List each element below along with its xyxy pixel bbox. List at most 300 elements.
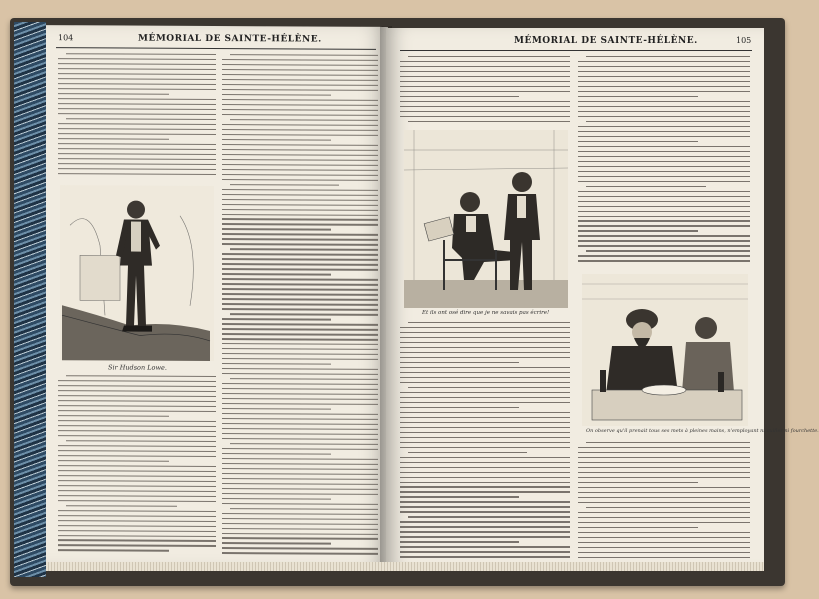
text-line bbox=[400, 501, 570, 502]
text-line bbox=[58, 485, 216, 487]
left-page bbox=[46, 25, 388, 567]
text-line bbox=[222, 303, 378, 305]
text-line bbox=[222, 547, 378, 549]
text-line bbox=[578, 255, 750, 256]
text-line bbox=[400, 116, 570, 117]
text-line bbox=[66, 53, 216, 55]
text-line bbox=[222, 523, 378, 525]
text-line bbox=[408, 452, 527, 453]
text-line bbox=[222, 209, 378, 211]
text-line bbox=[400, 462, 570, 463]
text-line bbox=[222, 488, 378, 490]
text-line bbox=[58, 108, 216, 110]
text-line bbox=[400, 372, 570, 373]
text-line bbox=[230, 313, 378, 315]
text-line bbox=[578, 472, 750, 473]
text-line bbox=[222, 273, 331, 275]
text-line bbox=[400, 442, 570, 443]
left-column-top-text bbox=[58, 53, 216, 178]
text-line bbox=[222, 318, 331, 320]
text-line bbox=[222, 139, 331, 141]
text-line bbox=[400, 551, 570, 552]
text-line bbox=[222, 169, 378, 171]
text-line bbox=[58, 510, 216, 512]
text-line bbox=[578, 201, 750, 202]
text-line bbox=[578, 206, 750, 207]
text-line bbox=[58, 550, 169, 552]
text-line bbox=[222, 129, 378, 131]
marbled-edge bbox=[14, 22, 46, 577]
text-line bbox=[400, 402, 570, 403]
text-line bbox=[586, 250, 750, 251]
text-line bbox=[578, 235, 750, 236]
text-line bbox=[578, 537, 750, 538]
text-line bbox=[66, 375, 216, 377]
text-line bbox=[578, 101, 750, 102]
text-line bbox=[578, 171, 750, 172]
text-line bbox=[400, 511, 570, 512]
left-head-rule bbox=[56, 47, 376, 50]
text-line bbox=[400, 367, 570, 368]
text-line bbox=[408, 121, 570, 122]
text-line bbox=[222, 468, 378, 470]
text-line bbox=[400, 546, 570, 547]
text-line bbox=[578, 156, 750, 157]
text-line bbox=[400, 506, 570, 507]
text-line bbox=[578, 211, 750, 212]
text-line bbox=[222, 228, 331, 230]
text-line bbox=[400, 91, 570, 92]
text-line bbox=[222, 159, 378, 161]
text-line bbox=[222, 223, 378, 225]
text-line bbox=[222, 358, 378, 360]
text-line bbox=[58, 520, 216, 522]
text-line bbox=[230, 119, 378, 121]
text-line bbox=[400, 521, 570, 522]
text-line bbox=[578, 161, 750, 162]
text-line bbox=[586, 442, 750, 443]
text-line bbox=[222, 89, 378, 91]
text-line bbox=[222, 348, 378, 350]
text-line bbox=[400, 496, 519, 497]
text-line bbox=[400, 337, 570, 338]
text-line bbox=[222, 542, 331, 544]
text-line bbox=[58, 450, 216, 452]
text-line bbox=[58, 93, 169, 95]
text-line bbox=[222, 498, 331, 500]
text-line bbox=[578, 487, 750, 488]
text-line bbox=[222, 59, 378, 61]
text-line bbox=[222, 293, 378, 295]
text-line bbox=[400, 556, 570, 557]
text-line bbox=[222, 463, 378, 465]
text-line bbox=[222, 518, 378, 520]
text-line bbox=[222, 164, 378, 166]
text-line bbox=[222, 408, 331, 410]
text-line bbox=[400, 482, 570, 483]
text-line bbox=[222, 263, 378, 265]
text-line bbox=[400, 377, 570, 378]
text-line bbox=[578, 240, 750, 241]
text-line bbox=[400, 96, 519, 97]
text-line bbox=[222, 428, 378, 430]
text-line bbox=[58, 88, 216, 90]
text-line bbox=[400, 472, 570, 473]
text-line bbox=[58, 500, 216, 502]
text-line bbox=[58, 385, 216, 387]
text-line bbox=[400, 71, 570, 72]
text-line bbox=[58, 415, 169, 417]
text-line bbox=[222, 243, 378, 245]
text-line bbox=[400, 342, 570, 343]
text-line bbox=[222, 343, 378, 345]
text-line bbox=[578, 492, 750, 493]
text-line bbox=[222, 233, 378, 235]
right-page bbox=[386, 28, 819, 570]
reading-scene-engraving bbox=[404, 130, 568, 308]
text-line bbox=[222, 179, 378, 181]
text-line bbox=[578, 181, 750, 182]
text-line bbox=[222, 84, 378, 86]
text-line bbox=[58, 78, 216, 80]
text-line bbox=[58, 460, 169, 462]
text-line bbox=[400, 362, 519, 363]
text-line bbox=[400, 106, 570, 107]
text-line bbox=[578, 260, 750, 261]
text-line bbox=[578, 230, 698, 231]
text-line bbox=[222, 528, 378, 530]
text-line bbox=[222, 124, 378, 126]
text-line bbox=[400, 486, 570, 487]
text-line bbox=[58, 390, 216, 392]
text-line bbox=[400, 457, 570, 458]
text-line bbox=[578, 151, 750, 152]
text-line bbox=[222, 363, 331, 365]
text-line bbox=[222, 458, 378, 460]
text-line bbox=[222, 149, 378, 151]
text-line bbox=[222, 199, 378, 201]
text-line bbox=[58, 525, 216, 527]
text-line bbox=[222, 353, 378, 355]
text-line bbox=[58, 435, 216, 437]
text-line bbox=[58, 530, 216, 532]
text-line bbox=[58, 173, 216, 175]
text-line bbox=[408, 387, 570, 388]
text-line bbox=[58, 445, 216, 447]
text-line bbox=[230, 508, 378, 510]
text-line bbox=[400, 327, 570, 328]
text-line bbox=[578, 81, 750, 82]
text-line bbox=[58, 148, 216, 150]
text-line bbox=[222, 473, 378, 475]
text-line bbox=[586, 121, 750, 122]
text-line bbox=[58, 63, 216, 65]
text-line bbox=[58, 480, 216, 482]
text-line bbox=[400, 491, 570, 492]
text-line bbox=[408, 322, 570, 323]
right-column-right-bottom-text bbox=[578, 442, 750, 562]
text-line bbox=[222, 64, 378, 66]
text-line bbox=[222, 413, 378, 415]
text-line bbox=[578, 131, 750, 132]
text-line bbox=[66, 118, 216, 120]
left-column-bottom-text bbox=[58, 375, 216, 555]
text-line bbox=[400, 397, 570, 398]
text-line bbox=[578, 116, 750, 117]
text-line bbox=[222, 268, 378, 270]
text-line bbox=[400, 86, 570, 87]
text-line bbox=[222, 288, 378, 290]
reading-scene-caption: Et ils ont osé dire que je ne savais pas écrire! bbox=[422, 310, 550, 316]
text-line bbox=[222, 448, 378, 450]
text-line bbox=[222, 478, 378, 480]
text-line bbox=[578, 76, 750, 77]
text-line bbox=[578, 91, 750, 92]
text-line bbox=[400, 61, 570, 62]
text-line bbox=[58, 133, 216, 135]
text-line bbox=[58, 535, 216, 537]
text-line bbox=[222, 253, 378, 255]
text-line bbox=[230, 443, 378, 445]
text-line bbox=[222, 398, 378, 400]
text-line bbox=[222, 388, 378, 390]
left-running-head: MÉMORIAL DE SAINTE-HÉLÈNE. bbox=[138, 33, 322, 45]
text-line bbox=[400, 352, 570, 353]
dining-scene-caption: On observe qu'il prenait tous ses mets à pleines mains, n'employant ni cuiller ni fourchette. bbox=[586, 428, 819, 434]
text-line bbox=[400, 412, 570, 413]
text-line bbox=[578, 497, 750, 498]
text-line bbox=[222, 79, 378, 81]
text-line bbox=[578, 517, 750, 518]
text-line bbox=[400, 541, 519, 542]
text-line bbox=[58, 495, 216, 497]
text-line bbox=[222, 283, 378, 285]
text-line bbox=[58, 163, 216, 165]
text-line bbox=[578, 196, 750, 197]
text-line bbox=[58, 73, 216, 75]
text-line bbox=[578, 245, 750, 246]
text-line bbox=[578, 71, 750, 72]
text-line bbox=[58, 103, 216, 105]
text-line bbox=[578, 146, 750, 147]
text-line bbox=[578, 141, 698, 142]
text-line bbox=[578, 542, 750, 543]
text-line bbox=[400, 536, 570, 537]
text-line bbox=[58, 540, 216, 542]
text-line bbox=[222, 109, 378, 111]
text-line bbox=[222, 174, 378, 176]
text-line bbox=[222, 114, 378, 116]
text-line bbox=[578, 176, 750, 177]
text-line bbox=[400, 477, 570, 478]
text-line bbox=[400, 432, 570, 433]
text-line bbox=[58, 158, 216, 160]
text-line bbox=[578, 527, 698, 528]
text-line bbox=[400, 392, 570, 393]
text-line bbox=[222, 438, 378, 440]
text-line bbox=[578, 452, 750, 453]
text-line bbox=[58, 410, 216, 412]
text-line bbox=[222, 333, 378, 335]
text-line bbox=[408, 516, 570, 517]
text-line bbox=[222, 144, 378, 146]
text-line bbox=[222, 433, 378, 435]
portrait-caption: Sir Hudson Lowe. bbox=[108, 363, 167, 372]
text-line bbox=[58, 153, 216, 155]
text-line bbox=[578, 220, 750, 221]
text-line bbox=[58, 465, 216, 467]
text-line bbox=[58, 68, 216, 70]
text-line bbox=[222, 403, 378, 405]
text-line bbox=[400, 111, 570, 112]
text-line bbox=[400, 422, 570, 423]
right-running-head: MÉMORIAL DE SAINTE-HÉLÈNE. bbox=[514, 36, 698, 46]
text-line bbox=[58, 400, 216, 402]
right-page-number: 105 bbox=[736, 36, 752, 45]
text-line bbox=[578, 96, 698, 97]
text-line bbox=[222, 154, 378, 156]
text-line bbox=[400, 66, 570, 67]
text-line bbox=[578, 225, 750, 226]
text-line bbox=[230, 378, 378, 380]
portrait-engraving bbox=[60, 185, 214, 361]
text-line bbox=[222, 278, 378, 280]
text-line bbox=[578, 552, 750, 553]
text-line bbox=[58, 405, 216, 407]
right-column-right-top-text bbox=[578, 56, 750, 265]
text-line bbox=[578, 462, 750, 463]
text-line bbox=[222, 238, 378, 240]
text-line bbox=[58, 98, 216, 100]
text-line bbox=[578, 447, 750, 448]
page-edges bbox=[46, 562, 764, 571]
text-line bbox=[230, 54, 378, 56]
text-line bbox=[578, 547, 750, 548]
text-line bbox=[58, 58, 216, 60]
text-line bbox=[58, 430, 216, 432]
text-line bbox=[222, 383, 378, 385]
text-line bbox=[222, 104, 378, 106]
text-line bbox=[578, 477, 750, 478]
text-line bbox=[400, 357, 570, 358]
text-line bbox=[578, 216, 750, 217]
text-line bbox=[58, 395, 216, 397]
text-line bbox=[222, 368, 378, 370]
text-line bbox=[400, 437, 570, 438]
text-line bbox=[222, 323, 378, 325]
text-line bbox=[578, 502, 750, 503]
text-line bbox=[400, 467, 570, 468]
text-line bbox=[578, 522, 750, 523]
text-line bbox=[222, 194, 378, 196]
text-line bbox=[222, 134, 378, 136]
text-line bbox=[400, 407, 519, 408]
text-line bbox=[222, 94, 331, 96]
text-line bbox=[578, 457, 750, 458]
text-line bbox=[58, 128, 216, 130]
text-line bbox=[578, 191, 750, 192]
text-line bbox=[222, 328, 378, 330]
text-line bbox=[222, 308, 378, 310]
text-line bbox=[222, 418, 378, 420]
text-line bbox=[58, 143, 216, 145]
text-line bbox=[400, 447, 570, 448]
text-line bbox=[58, 475, 216, 477]
text-line bbox=[578, 106, 750, 107]
right-column-left-bottom-text bbox=[400, 322, 570, 561]
right-head-rule bbox=[400, 50, 752, 51]
text-line bbox=[400, 531, 570, 532]
text-line bbox=[58, 545, 216, 547]
text-line bbox=[400, 76, 570, 77]
text-line bbox=[586, 186, 706, 187]
text-line bbox=[58, 83, 216, 85]
right-column-left-top-text bbox=[400, 56, 570, 126]
text-line bbox=[230, 248, 378, 250]
text-line bbox=[578, 166, 750, 167]
text-line bbox=[222, 298, 378, 300]
text-line bbox=[400, 427, 570, 428]
text-line bbox=[58, 515, 216, 517]
dining-scene-engraving bbox=[582, 274, 748, 426]
text-line bbox=[58, 380, 216, 382]
text-line bbox=[66, 505, 177, 507]
text-line bbox=[58, 455, 216, 457]
text-line bbox=[222, 538, 378, 540]
text-line bbox=[578, 467, 750, 468]
text-line bbox=[222, 258, 378, 260]
text-line bbox=[222, 189, 378, 191]
left-column-right-text bbox=[222, 54, 378, 558]
text-line bbox=[578, 61, 750, 62]
text-line bbox=[222, 503, 378, 505]
text-line bbox=[578, 532, 750, 533]
text-line bbox=[58, 123, 216, 125]
text-line bbox=[222, 74, 378, 76]
text-line bbox=[578, 136, 750, 137]
text-line bbox=[58, 138, 169, 140]
text-line bbox=[58, 168, 216, 170]
text-line bbox=[222, 204, 378, 206]
text-line bbox=[58, 113, 216, 115]
text-line bbox=[222, 69, 378, 71]
text-line bbox=[222, 453, 331, 455]
text-line bbox=[578, 111, 750, 112]
text-line bbox=[578, 557, 750, 558]
text-line bbox=[408, 56, 570, 57]
text-line bbox=[222, 493, 378, 495]
text-line bbox=[400, 382, 570, 383]
text-line bbox=[58, 490, 216, 492]
text-line bbox=[66, 440, 216, 442]
text-line bbox=[58, 425, 216, 427]
text-line bbox=[578, 512, 750, 513]
text-line bbox=[222, 513, 378, 515]
text-line bbox=[578, 86, 750, 87]
text-line bbox=[222, 552, 378, 554]
text-line bbox=[222, 423, 378, 425]
text-line bbox=[222, 219, 378, 221]
text-line bbox=[400, 332, 570, 333]
text-line bbox=[58, 470, 216, 472]
text-line bbox=[222, 373, 378, 375]
text-line bbox=[586, 56, 750, 57]
text-line bbox=[222, 338, 378, 340]
text-line bbox=[222, 533, 378, 535]
text-line bbox=[222, 99, 378, 101]
text-line bbox=[222, 393, 378, 395]
text-line bbox=[222, 214, 378, 216]
